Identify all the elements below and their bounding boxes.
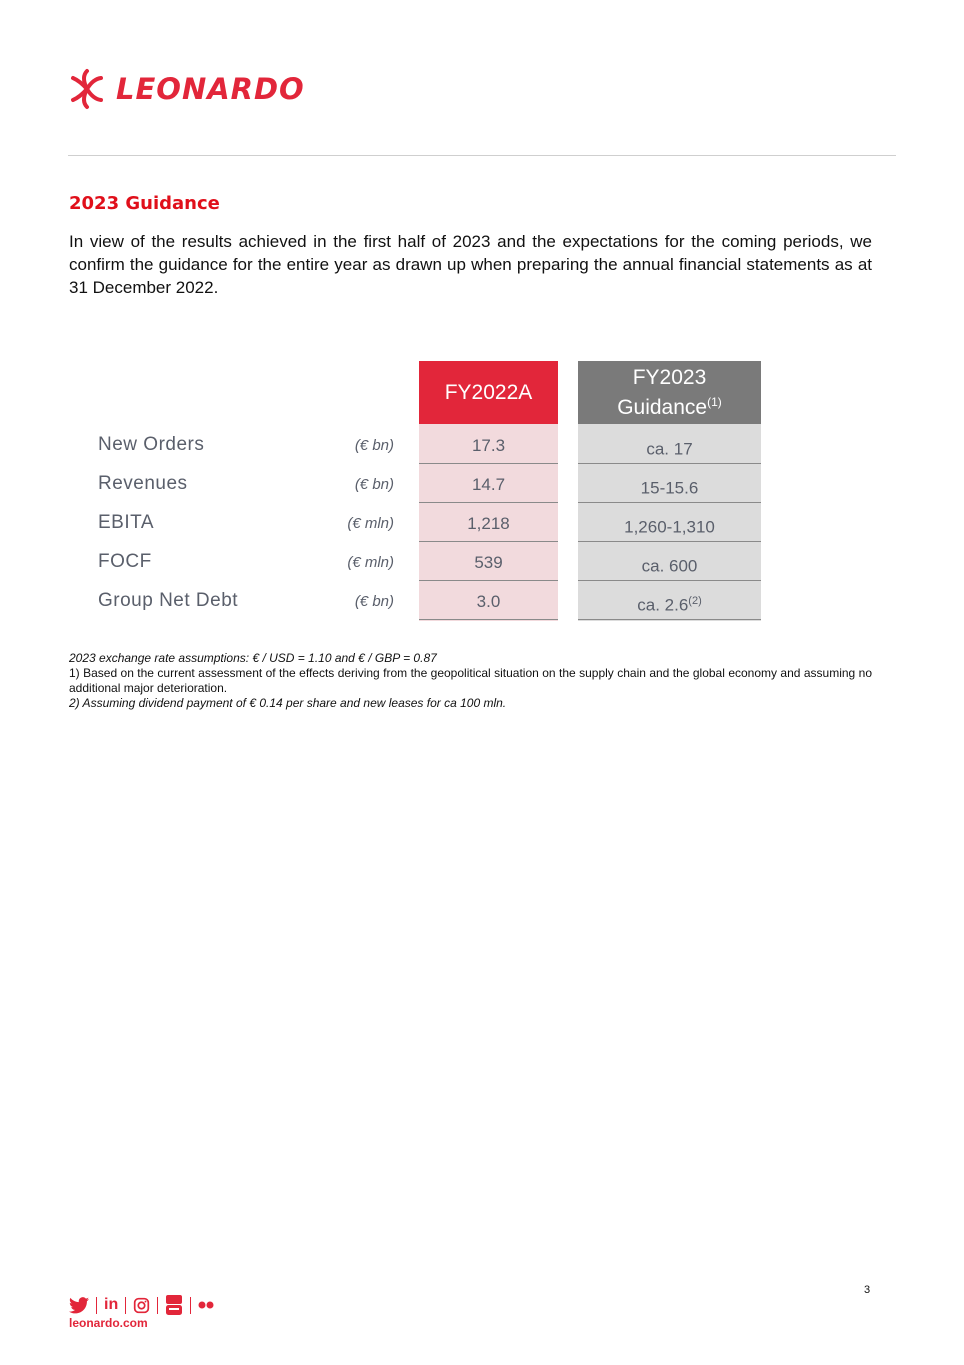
footnote-1: 1) Based on the current assessment of the effects deriving from the geopolitical situation on the supply chain and the global economy and assuming no additional major deterioration.	[69, 666, 872, 695]
row-fy2023-value: ca. 17	[578, 425, 761, 464]
row-fy2022-value: 1,218	[419, 503, 558, 542]
leonardo-logo	[68, 66, 305, 112]
page-number: 3	[864, 1284, 871, 1296]
youtube-icon[interactable]	[165, 1295, 183, 1315]
row-fy2023-value: ca. 600	[578, 542, 761, 581]
header-fy2022-label: FY2022A	[444, 381, 533, 404]
instagram-icon[interactable]	[133, 1297, 150, 1314]
leonardo-star-icon	[68, 67, 106, 111]
social-separator	[96, 1297, 97, 1314]
row-unit: (€ mln)	[347, 554, 394, 571]
row-fy2022-value: 17.3	[419, 425, 558, 464]
header-fy2023-line2: Guidance	[617, 396, 708, 419]
header-fy2023	[578, 361, 761, 424]
row-fy2023-value: 15-15.6	[578, 464, 761, 503]
social-separator	[125, 1297, 126, 1314]
twitter-icon[interactable]	[69, 1297, 89, 1314]
row-fy2022-value: 14.7	[419, 464, 558, 503]
row-fy2022-value: 539	[419, 542, 558, 581]
row-label: New Orders	[98, 434, 205, 455]
social-separator	[190, 1297, 191, 1314]
table-row	[0, 581, 964, 620]
header-fy2023-note: (1)	[707, 395, 722, 409]
header-fy2022	[419, 361, 558, 424]
footnote-2: 2) Assuming dividend payment of € 0.14 per share and new leases for ca 100 mln.	[69, 696, 507, 710]
footnotes	[69, 651, 872, 711]
table-row	[0, 425, 964, 464]
row-label: FOCF	[98, 551, 152, 572]
row-fy2023-value: 1,260-1,310	[578, 503, 761, 542]
row-label: EBITA	[98, 512, 154, 533]
linkedin-icon[interactable]: in	[104, 1296, 119, 1313]
exchange-rate-note: 2023 exchange rate assumptions: € / USD = 1.10 and € / GBP = 0.87	[69, 651, 437, 665]
row-unit: (€ bn)	[354, 437, 394, 454]
table-row	[0, 542, 964, 581]
social-separator	[157, 1297, 158, 1314]
website-link[interactable]: leonardo.com	[69, 1316, 148, 1330]
brand-name: LEONARDO	[116, 71, 305, 106]
flickr-icon[interactable]	[198, 1301, 214, 1309]
table-row	[0, 464, 964, 503]
row-fy2023-value: ca. 2.6$^{(2)}$	[578, 581, 761, 620]
row-label: Revenues	[98, 473, 188, 494]
header-divider	[68, 155, 896, 156]
intro-paragraph: In view of the results achieved in the first half of 2023 and the expectations for the coming periods, we confirm the guidance for the entire year as drawn up when preparing the annual financial statements as at 31 December 2022.	[69, 232, 872, 297]
row-unit: (€ bn)	[354, 593, 394, 610]
header-fy2023-line1: FY2023	[632, 366, 707, 389]
row-unit: (€ bn)	[354, 476, 394, 493]
row-fy2022-value: 3.0	[419, 581, 558, 620]
table-row	[0, 503, 964, 542]
row-label: Group Net Debt	[98, 590, 239, 611]
social-links	[69, 1295, 214, 1315]
row-unit: (€ mln)	[347, 515, 394, 532]
section-title: 2023 Guidance	[69, 193, 220, 214]
